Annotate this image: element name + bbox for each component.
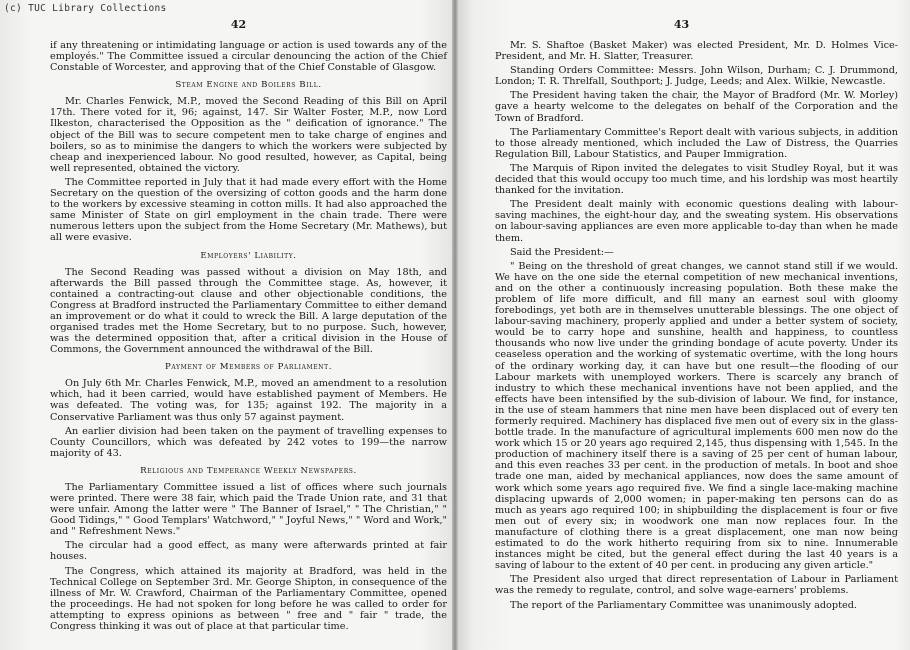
page-number: 42 [230, 18, 247, 31]
paragraph: An earlier division had been taken on the payment of travelling expenses to County Councillors, which was defeated by 242 votes to 199—the narrow majority of 43. [50, 425, 447, 459]
paragraph: The Congress, which attained its majority at Bradford, was held in the Technical College on September 3rd. Mr. George Shipton, in consequence of the illness of Mr. W. Crawford, Chairman of the Parliamentary Committee, opened the proceedings. He had not spoken for long before he was called to order for attempting to express opinions as between " free and " fair " trade, the Congress thinking it was out of place at that particular time. [50, 565, 447, 633]
section-heading: Steam Engine and Boilers Bill. [175, 80, 322, 91]
paragraph: The Committee reported in July that it had made every effort with the Home Secretary on the question of the oversizing of cotton goods and the harm done to the workers by excessive steaming in cotton mills. It had also approached the same Minister of State on girl employment in the chain trade. There were numerous letters upon the subject from the Home Secretary (Mr. Mathews), but all were evasive. [50, 176, 447, 244]
paragraph: The President dealt mainly with economic questions dealing with labour-saving machines, the eight-hour day, and the sweating system. His observations on labour-saving appliances are even more applicable to-day than when he made them. [495, 199, 898, 244]
paragraph: Mr. S. Shaftoe (Basket Maker) was elected President, Mr. D. Holmes Vice-President, and Mr. H. Slatter, Treasurer. [495, 40, 898, 63]
section-heading: Payment of Members of Parliament. [164, 362, 333, 373]
paragraph: Said the President:— [510, 246, 614, 258]
paragraph: The Parliamentary Committee's Report dealt with various subjects, in addition to those already mentioned, which included the Law of Distress, the Quarries Regulation Bill, Labour Statistics, and Pauper Immigration. [495, 126, 898, 160]
paragraph: The President having taken the chair, the Mayor of Bradford (Mr. W. Morley) gave a hearty welcome to the delegates on behalf of the Corporation and the Town of Bradford. [495, 90, 898, 124]
section-heading: Religious and Temperance Weekly Newspapers. [140, 465, 357, 476]
page-number: 43 [673, 18, 690, 31]
paragraph: Mr. Charles Fenwick, M.P., moved the Second Reading of this Bill on April 17th. There voted for it, 96; against, 147. Sir Walter Foster, M.P., now Lord Ilkeston, characterised the Opposition as the " deification of ignorance." The object of the Bill was to secure competent men to take charge of engines and boilers, so as to minimise the dangers to which the workers were subjected by cheap and inexperienced labour. No good resulted, however, as Capital, being well represented, obtained the victory. [50, 96, 447, 174]
paragraph: The President also urged that direct representation of Labour in Parliament was the remedy to regulate, control, and solve wage-earners' problems. [495, 574, 898, 597]
watermark: (c) TUC Library Collections [4, 3, 167, 14]
book-gutter [452, 0, 458, 650]
paragraph: " Being on the threshold of great changes, we cannot stand still if we would. We have on the one side the eternal competition of new mechanical inventions, and on the other a continuously increasing population. Both these make the problem of life more difficult, and fill many an earnest soul with gloomy forebodings, yet both are in themselves unutterable blessings. The one object of labour-saving machinery, properly applied and under a better system of society, would be to carry hope and sunshine, health and happiness, to countless thousands who now live under the grinding bondage of acute poverty. Under its ceaseless operation and the working of systematic overtime, with the long hours of the ordinary working day, it can have but one result—the flooding of our Labour markets with unemployed workers. There is scarcely any branch of industry to which these mechanical inventions have not been applied, and the effects have been intensified by the sub-division of labour. We find, for instance, in the use of steam hammers that nine men have been displaced out of every ten formerly required. Machinery has displaced five men out of every six in the glass-bottle trade. In the manufacture of agricultural implements 600 men now do the work which 15 or 20 years ago required 2,145, thus dispensing with 1,545. In the production of machinery itself there is a saving of 25 per cent of human labour, and this even reaches 33 per cent. in the production of metals. In boot and shoe trade one man, aided by mechanical appliances, now does the same amount of work which some years ago required five. We find a single lace-making machine displacing upwards of 2,000 women; in paper-making ten persons can do as much as years ago required 100; in shipbuilding the displacement is four or five men out of every six; in woodwork one man now replaces four. In the manufacture of clothing there is a great displacement, one man now being estimated to do the work hitherto requiring from six to nine. Innumerable instances might be cited, but the general effect during the last 40 years is a saving of labour to the extent of 40 per cent. in producing any given article." [495, 260, 898, 572]
paragraph: if any threatening or intimidating language or action is used towards any of the employés." The Committee issued a circular denouncing the action of the Chief Constable of Worcester, and approving that of the Chief Constable of Glasgow. [50, 40, 447, 74]
section-heading: Employers' Liability. [200, 250, 297, 261]
paragraph: The circular had a good effect, as many were afterwards printed at fair houses. [50, 540, 447, 563]
right-page [455, 0, 910, 650]
paragraph: The Marquis of Ripon invited the delegates to visit Studley Royal, but it was decided that this would occupy too much time, and his lordship was most heartily thanked for the invitation. [495, 162, 898, 197]
paragraph: The Second Reading was passed without a division on May 18th, and afterwards the Bill passed through the Committee stage. As, however, it contained a contracting-out clause and other objectionable conditions, the Congress at Bradford instructed the Parliamentary Committee to either demand an improvement or do what it could to wreck the Bill. A large deputation of the organised trades met the Home Secretary, but to no purpose. Such, however, was the determined opposition that, after a critical division in the House of Commons, the Government announced the withdrawal of the Bill. [50, 266, 447, 356]
paragraph: The Parliamentary Committee issued a list of offices where such journals were printed. There were 38 fair, which paid the Trade Union rate, and 31 that were unfair. Among the latter were " The Banner of Israel," " The Christian," " Good Tidings," " Good Templars' Watchword," " Joyful News," " Word and Work," and " Refreshment News." [50, 481, 447, 538]
paragraph: On July 6th Mr. Charles Fenwick, M.P., moved an amendment to a resolution which, had it been carried, would have established payment of Members. He was defeated. The voting was, for 135; against 192. The majority in a Conservative Parliament was thus only 57 against payment. [50, 378, 447, 423]
paragraph: Standing Orders Committee: Messrs. John Wilson, Durham; C. J. Drummond, London; T. R. Threlfall, Southport; J. Judge, Leeds; and Alex. Wilkie, Newcastle. [495, 65, 898, 88]
paragraph: The report of the Parliamentary Committee was unanimously adopted. [510, 599, 857, 611]
